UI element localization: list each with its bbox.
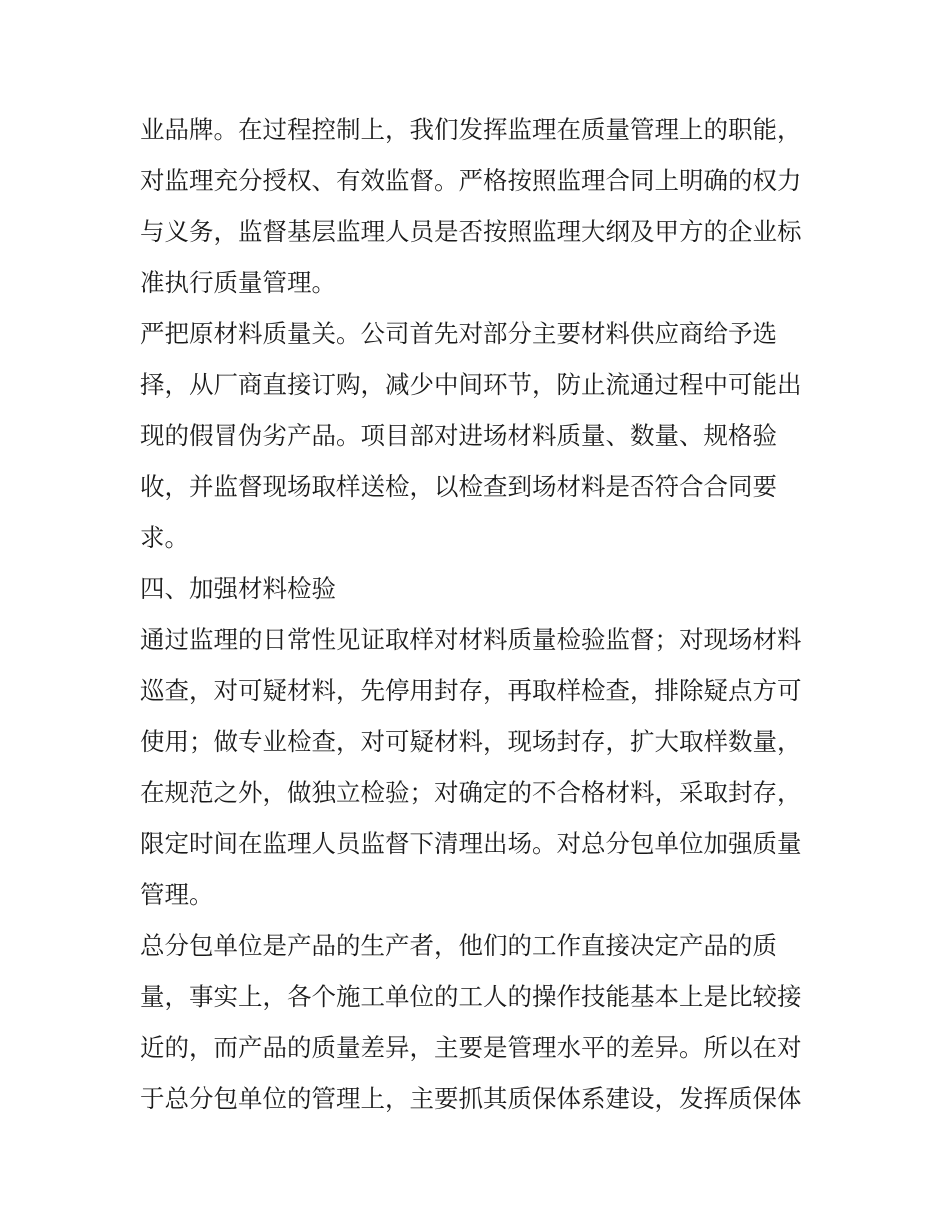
document-body	[140, 104, 830, 1124]
text-line: 现的假冒伪劣产品。项目部对进场材料质量、数量、规格验	[140, 421, 777, 450]
text-line: 业品牌。在过程控制上，我们发挥监理在质量管理上的职能，	[140, 115, 802, 144]
text-line: 与义务，监督基层监理人员是否按照监理大纲及甲方的企业标	[140, 217, 802, 246]
text-line: 总分包单位是产品的生产者，他们的工作直接决定产品的质	[140, 931, 777, 960]
text-line: 量，事实上，各个施工单位的工人的操作技能基本上是比较接	[140, 982, 802, 1011]
text-line: 在规范之外，做独立检验；对确定的不合格材料，采取封存，	[140, 778, 802, 807]
text-line: 巡查，对可疑材料，先停用封存，再取样检查，排除疑点方可	[140, 676, 802, 705]
text-line: 收，并监督现场取样送检，以检查到场材料是否符合合同要	[140, 472, 777, 501]
text-line: 通过监理的日常性见证取样对材料质量检验监督；对现场材料	[140, 625, 802, 654]
text-line: 严把原材料质量关。公司首先对部分主要材料供应商给予选	[140, 319, 777, 348]
text-line: 求。	[140, 523, 189, 552]
text-line: 对监理充分授权、有效监督。严格按照监理合同上明确的权力	[140, 166, 802, 195]
text-line: 使用；做专业检查，对可疑材料，现场封存，扩大取样数量，	[140, 727, 802, 756]
text-line: 近的，而产品的质量差异，主要是管理水平的差异。所以在对	[140, 1033, 802, 1062]
section-heading: 四、加强材料检验	[140, 574, 336, 603]
text-line: 管理。	[140, 880, 214, 909]
text-line: 准执行质量管理。	[140, 268, 336, 297]
text-line: 择，从厂商直接订购，减少中间环节，防止流通过程中可能出	[140, 370, 802, 399]
text-line: 于总分包单位的管理上，主要抓其质保体系建设，发挥质保体	[140, 1084, 802, 1113]
text-line: 限定时间在监理人员监督下清理出场。对总分包单位加强质量	[140, 829, 802, 858]
